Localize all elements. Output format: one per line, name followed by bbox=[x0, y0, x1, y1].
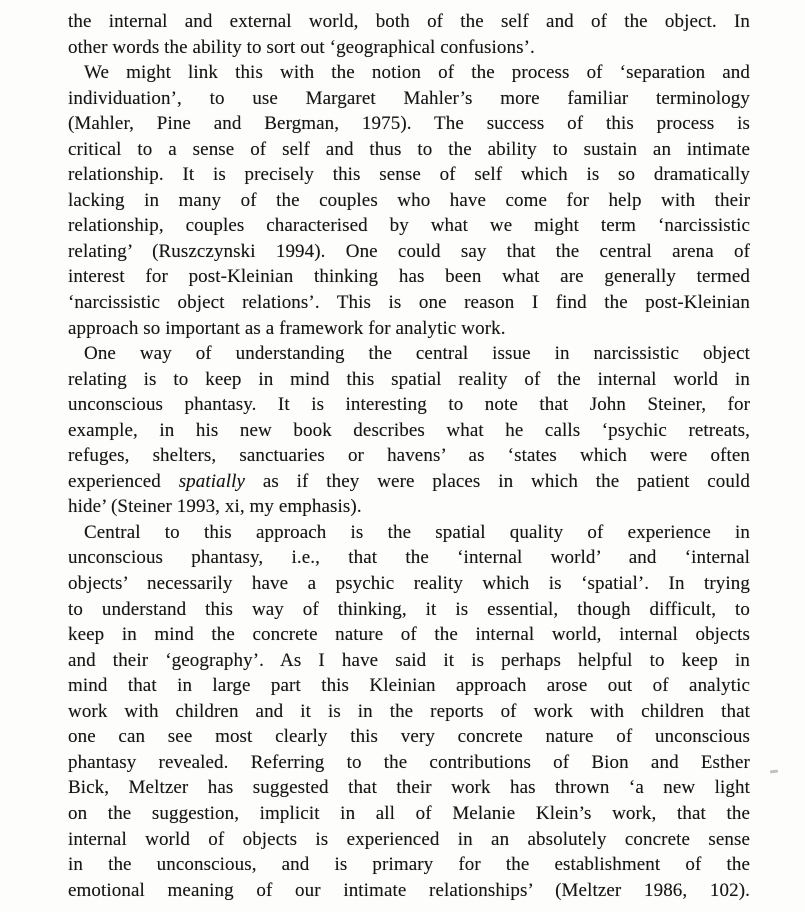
text-line: relating is to keep in mind this spatial reality of the internal world in bbox=[68, 368, 750, 390]
paragraph bbox=[68, 9, 750, 60]
text-line: other words the ability to sort out ‘geographical confusions’. bbox=[68, 36, 535, 58]
text-line: in the unconscious, and is primary for the establishment of the bbox=[68, 854, 750, 876]
text-line: Bick, Meltzer has suggested that their work has thrown ‘a new light bbox=[68, 777, 750, 799]
text-line: unconscious phantasy. It is interesting to note that John Steiner, for bbox=[68, 394, 750, 416]
text-line: one can see most clearly this very concrete nature of unconscious bbox=[68, 726, 750, 748]
text-line: relationship. It is precisely this sense of self which is so dramatically bbox=[68, 164, 750, 186]
text-line: experienced spatially as if they were places in which the patient could bbox=[68, 470, 750, 492]
text-line: the internal and external world, both of the self and of the object. In bbox=[68, 11, 750, 32]
text-line: lacking in many of the couples who have come for help with their bbox=[68, 189, 750, 211]
text-line: We might link this with the notion of the process of ‘separation and bbox=[84, 62, 750, 84]
text-block bbox=[68, 9, 750, 903]
text-line: mind that in large part this Kleinian approach arose out of analytic bbox=[68, 675, 750, 697]
italic-text: spatially bbox=[178, 470, 246, 492]
text-line: individuation’, to use Margaret Mahler’s more familiar terminology bbox=[68, 87, 750, 109]
text-line: interest for post-Kleinian thinking has been what are generally termed bbox=[68, 266, 750, 288]
text-line: Central to this approach is the spatial quality of experience in bbox=[84, 521, 750, 543]
text-line: hide’ (Steiner 1993, xi, my emphasis). bbox=[68, 496, 362, 518]
paragraph bbox=[68, 341, 750, 520]
text-line: to understand this way of thinking, it is essential, though difficult, to bbox=[68, 598, 750, 620]
text-line: relating’ (Ruszczynski 1994). One could say that the central arena of bbox=[68, 240, 750, 262]
text-line: phantasy revealed. Referring to the contributions of Bion and Esther bbox=[68, 751, 750, 773]
text-line: and their ‘geography’. As I have said it is perhaps helpful to keep in bbox=[68, 649, 750, 671]
text-line: on the suggestion, implicit in all of Melanie Klein’s work, that the bbox=[68, 802, 750, 824]
scan-artifact bbox=[770, 769, 778, 773]
text-line: unconscious phantasy, i.e., that the ‘internal world’ and ‘internal bbox=[68, 547, 750, 569]
text-line: relationship, couples characterised by what we might term ‘narcissistic bbox=[68, 215, 750, 237]
text-line: emotional meaning of our intimate relationships’ (Meltzer 1986, 102). bbox=[68, 879, 750, 901]
text-line: ‘narcissistic object relations’. This is one reason I find the post-Kleinian bbox=[68, 292, 750, 314]
paragraph bbox=[68, 60, 750, 341]
text-line: One way of understanding the central issue in narcissistic object bbox=[84, 343, 750, 365]
text-line: refuges, shelters, sanctuaries or havens’ as ‘states which were often bbox=[68, 445, 750, 467]
text-line: work with children and it is in the reports of work with children that bbox=[68, 700, 750, 722]
text-line: keep in mind the concrete nature of the internal world, internal objects bbox=[68, 624, 750, 646]
text-line: objects’ necessarily have a psychic reality which is ‘spatial’. In trying bbox=[68, 573, 750, 595]
text-line: example, in his new book describes what he calls ‘psychic retreats, bbox=[68, 419, 750, 441]
text-line: (Mahler, Pine and Bergman, 1975). The success of this process is bbox=[68, 113, 750, 135]
paragraph bbox=[68, 520, 750, 903]
text-line: internal world of objects is experienced in an absolutely concrete sense bbox=[68, 828, 750, 850]
text-line: approach so important as a framework for analytic work. bbox=[68, 317, 506, 339]
text-line: critical to a sense of self and thus to the ability to sustain an intimate bbox=[68, 138, 750, 160]
